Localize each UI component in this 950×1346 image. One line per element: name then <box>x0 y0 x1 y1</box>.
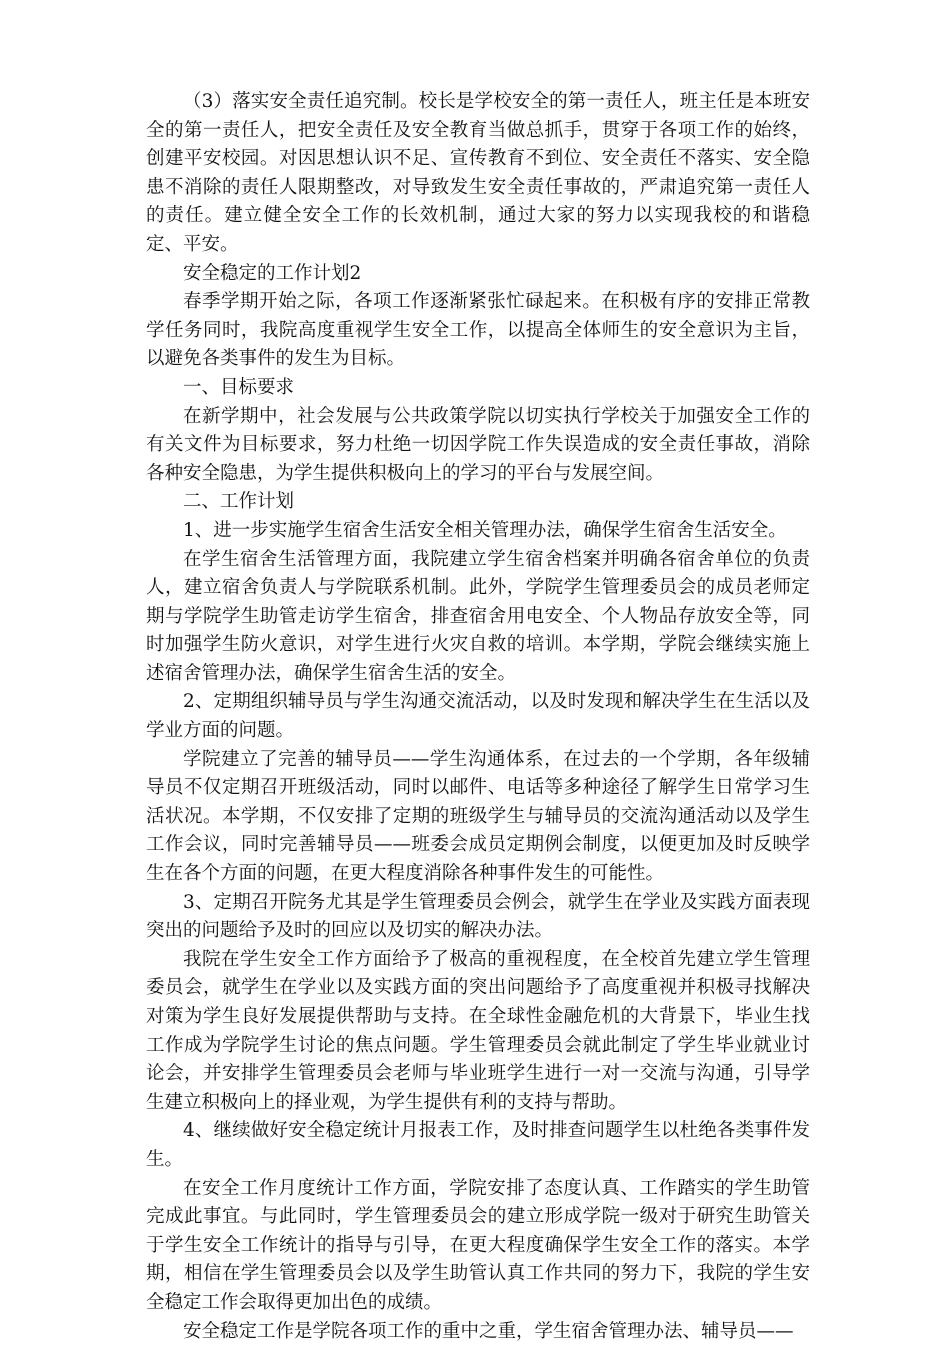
paragraph-conclusion: 安全稳定工作是学院各项工作的重中之重，学生宿舍管理办法、辅导员—— <box>183 1320 794 1342</box>
section-title-plan-2: 安全稳定的工作计划2 <box>183 262 362 284</box>
plan-item-1: 1、进一步实施学生宿舍生活安全相关管理办法，确保学生宿舍生活安全。 <box>183 519 787 541</box>
plan-item-3: 3、定期召开院务尤其是学生管理委员会例会，就学生在学业及实践方面表现突出的问题给予及时的回应以及切实的解决办法。 <box>146 891 810 942</box>
paragraph-monthly-statistics: 在安全工作月度统计工作方面，学院安排了态度认真、工作踏实的学生助管完成此事宜。与此同时，学生管理委员会的建立形成学院一级对于研究生助管关于学生安全工作统计的指导与引导，在更大程度确保学生安全工作的落实。本学期，相信在学生管理委员会以及学生助管认真工作共同的努力下，我院的学生安全稳定工作会取得更加出色的成绩。 <box>146 1177 810 1313</box>
heading-work-plan: 二、工作计划 <box>183 491 295 513</box>
paragraph-goals: 在新学期中，社会发展与公共政策学院以切实执行学校关于加强安全工作的有关文件为目标要求，努力杜绝一切因学院工作失误造成的安全责任事故，消除各种安全隐患，为学生提供积极向上的学习的平台与发展空间。 <box>146 405 810 484</box>
document-body <box>146 88 810 1346</box>
paragraph-dormitory: 在学生宿舍生活管理方面，我院建立学生宿舍档案并明确各宿舍单位的负责人，建立宿舍负责人与学院联系机制。此外，学院学生管理委员会的成员老师定期与学院学生助管走访学生宿舍，排查宿舍用电安全、个人物品存放安全等，同时加强学生防火意识，对学生进行火灾自救的培训。本学期，学院会继续实施上述宿舍管理办法，确保学生宿舍生活的安全。 <box>146 548 810 684</box>
paragraph-responsibility-accountability: （3）落实安全责任追究制。校长是学校安全的第一责任人，班主任是本班安全的第一责任人，把安全责任及安全教育当做总抓手，贯穿于各项工作的始终，创建平安校园。对因思想认识不足、宣传教育不到位、安全责任不落实、安全隐患不消除的责任人限期整改，对导致发生安全责任事故的，严肃追究第一责任人的责任。建立健全安全工作的长效机制，通过大家的努力以实现我校的和谐稳定、平安。 <box>146 91 810 255</box>
plan-item-4: 4、继续做好安全稳定统计月报表工作，及时排查问题学生以杜绝各类事件发生。 <box>146 1120 810 1170</box>
heading-goals: 一、目标要求 <box>183 376 295 398</box>
plan-item-2: 2、定期组织辅导员与学生沟通交流活动，以及时发现和解决学生在生活以及学业方面的问题。 <box>146 691 810 742</box>
paragraph-committee: 我院在学生安全工作方面给予了极高的重视程度，在全校首先建立学生管理委员会，就学生在学业以及实践方面的突出问题给予了高度重视并积极寻找解决对策为学生良好发展提供帮助与支持。在全球性金融危机的大背景下，毕业生找工作成为学院学生讨论的焦点问题。学生管理委员会就此制定了学生毕业就业讨论会，并安排学生管理委员会老师与毕业班学生进行一对一交流与沟通，引导学生建立积极向上的择业观，为学生提供有利的支持与帮助。 <box>146 948 810 1113</box>
paragraph-intro: 春季学期开始之际，各项工作逐渐紧张忙碌起来。在积极有序的安排正常教学任务同时，我院高度重视学生安全工作，以提高全体师生的安全意识为主旨，以避免各类事件的发生为目标。 <box>146 291 810 370</box>
paragraph-counselor: 学院建立了完善的辅导员——学生沟通体系，在过去的一个学期，各年级辅导员不仅定期召开班级活动，同时以邮件、电话等多种途径了解学生日常学习生活状况。本学期，不仅安排了定期的班级学生与辅导员的交流沟通活动以及学生工作会议，同时完善辅导员——班委会成员定期例会制度，以便更加及时反映学生在各个方面的问题，在更大程度消除各种事件发生的可能性。 <box>146 748 810 885</box>
